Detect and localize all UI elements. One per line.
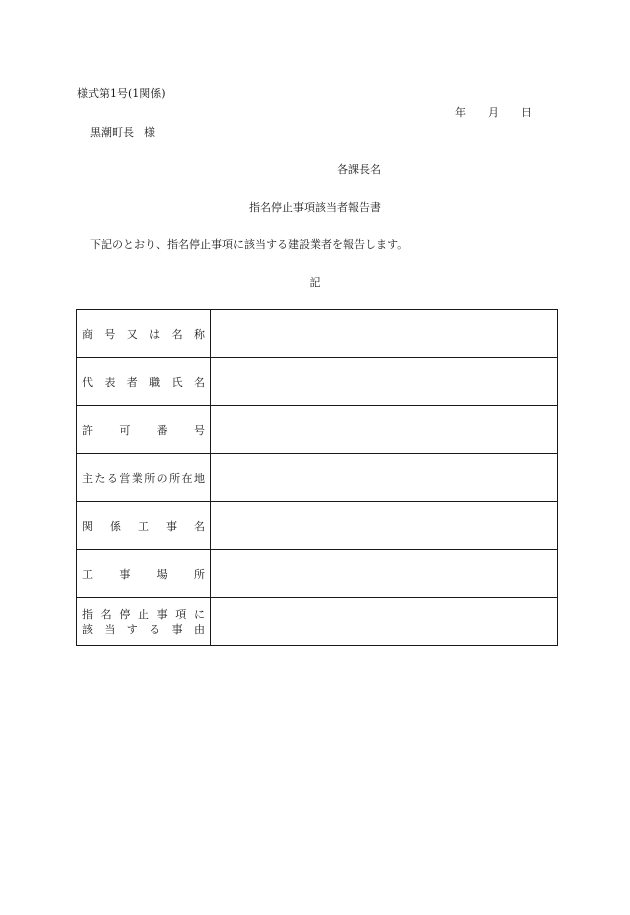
label-text-line-1: 指 名 停 止 事 項 に — [82, 607, 205, 621]
table-row — [77, 502, 558, 550]
sender: 各課長名 — [337, 163, 381, 176]
row-value-field[interactable] — [211, 406, 558, 454]
ki-heading: 記 — [309, 276, 321, 289]
table-row — [77, 454, 558, 502]
row-label — [77, 502, 211, 550]
body-text: 下記のとおり、指名停止事項に該当する建設業者を報告します。 — [90, 238, 409, 251]
row-label — [77, 550, 211, 598]
label-text: 工 事 場 所 — [82, 567, 205, 581]
label-text: 商 号 又 は 名 称 — [82, 327, 205, 341]
document-title: 指名停止事項該当者報告書 — [249, 201, 381, 214]
label-text: 許 可 番 号 — [82, 423, 205, 437]
form-number: 様式第1号(1関係) — [77, 87, 166, 100]
row-value-field[interactable] — [211, 598, 558, 646]
report-table — [76, 309, 558, 646]
addressee: 黒潮町長 — [90, 126, 134, 139]
table-row — [77, 550, 558, 598]
row-label — [77, 406, 211, 454]
row-label — [77, 598, 211, 646]
table-row — [77, 358, 558, 406]
table-row — [77, 406, 558, 454]
row-value-field[interactable] — [211, 454, 558, 502]
date-month: 月 — [488, 106, 499, 119]
label-text: 主 た る 営 業 所 の 所 在 地 — [82, 471, 205, 485]
honorific: 様 — [144, 126, 155, 139]
row-value-field[interactable] — [211, 310, 558, 358]
row-label — [77, 310, 211, 358]
row-label — [77, 454, 211, 502]
addressee-line — [90, 124, 155, 140]
table-row — [77, 310, 558, 358]
date-day: 日 — [521, 106, 532, 119]
label-text-line-2: 該 当 す る 事 由 — [82, 622, 205, 636]
date-line — [455, 104, 532, 120]
row-value-field[interactable] — [211, 358, 558, 406]
label-text: 代 表 者 職 氏 名 — [82, 375, 205, 389]
label-text: 関 係 工 事 名 — [82, 519, 205, 533]
row-value-field[interactable] — [211, 502, 558, 550]
row-value-field[interactable] — [211, 550, 558, 598]
row-label — [77, 358, 211, 406]
table-row — [77, 598, 558, 646]
date-year: 年 — [455, 106, 466, 119]
